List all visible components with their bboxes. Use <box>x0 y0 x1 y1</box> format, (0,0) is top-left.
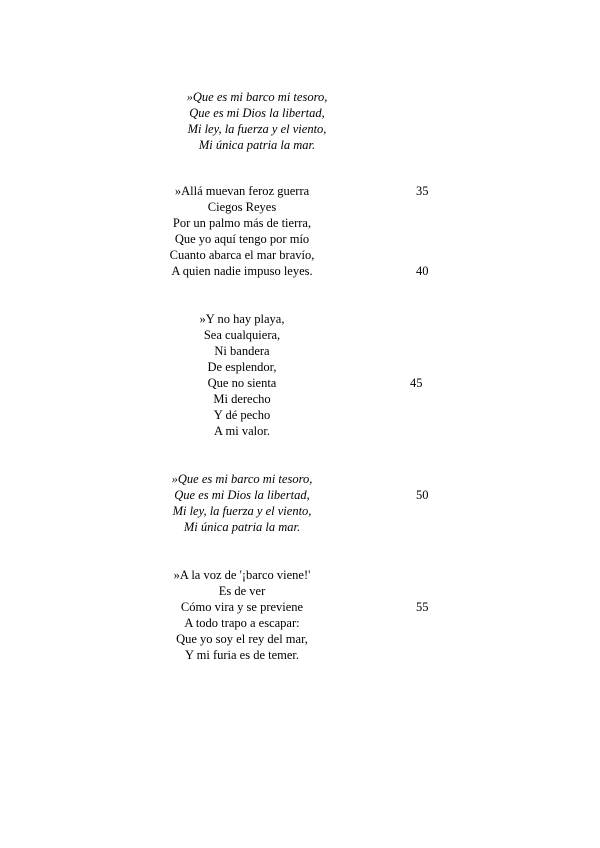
verse-line: Mi derecho <box>213 392 271 406</box>
line-number: 50 <box>416 488 429 502</box>
verse-line: Que yo soy el rey del mar, <box>176 632 308 646</box>
verse-line: Mi ley, la fuerza y el viento, <box>172 504 312 518</box>
line-number: 55 <box>416 600 429 614</box>
verse-line: Y mi furia es de temer. <box>184 648 300 662</box>
verse-line: »Y no hay playa, <box>199 312 285 326</box>
verse-line: Cómo vira y se previene <box>180 600 304 614</box>
verse-line: Mi única patria la mar. <box>183 520 301 534</box>
verse-line: A mi valor. <box>214 424 270 438</box>
verse-line: De esplendor, <box>207 360 277 374</box>
verse-line: »A la voz de '¡barco viene!' <box>173 568 311 582</box>
verse-line: Y dé pecho <box>213 408 271 422</box>
verse-line: Sea cualquiera, <box>203 328 281 342</box>
verse-line: Cuanto abarca el mar bravío, <box>169 248 315 262</box>
verse-line: Mi ley, la fuerza y el viento, <box>187 122 327 136</box>
verse-line: Que es mi Dios la libertad, <box>174 488 310 502</box>
verse-line: »Allá muevan feroz guerra <box>174 184 310 198</box>
verse-line: Que es mi Dios la libertad, <box>189 106 325 120</box>
verse-line: Por un palmo más de tierra, <box>172 216 312 230</box>
verse-line: Que no sienta <box>207 376 277 390</box>
line-number: 35 <box>416 184 429 198</box>
verse-line: Es de ver <box>218 584 266 598</box>
verse-line: A quien nadie impuso leyes. <box>171 264 313 278</box>
line-number: 40 <box>416 264 429 278</box>
verse-line: A todo trapo a escapar: <box>184 616 300 630</box>
verse-line: Que yo aquí tengo por mío <box>174 232 310 246</box>
verse-line: Ciegos Reyes <box>207 200 277 214</box>
verse-line: Ni bandera <box>214 344 270 358</box>
verse-line: Mi única patria la mar. <box>198 138 316 152</box>
line-number: 45 <box>410 376 423 390</box>
verse-line: »Que es mi barco mi tesoro, <box>171 472 313 486</box>
verse-line: »Que es mi barco mi tesoro, <box>186 90 328 104</box>
